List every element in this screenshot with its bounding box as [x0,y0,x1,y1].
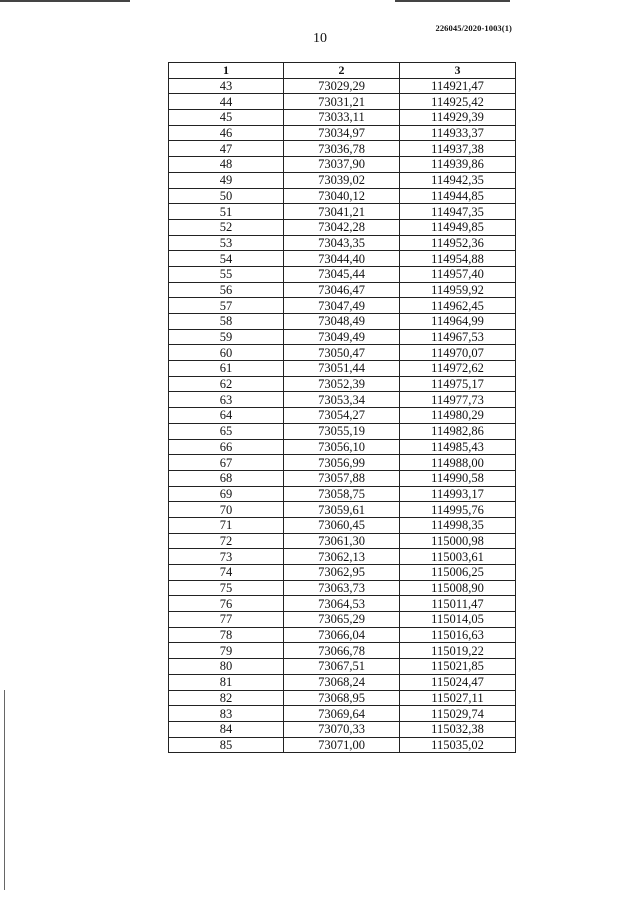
table-cell: 73041,21 [284,204,400,220]
table-cell: 115016,63 [400,627,516,643]
table-row [169,612,516,628]
table-cell: 73053,34 [284,392,400,408]
table-cell: 114988,00 [400,455,516,471]
table-cell: 115003,61 [400,549,516,565]
table-cell: 115024,47 [400,674,516,690]
table-cell: 73043,35 [284,235,400,251]
table-cell: 73049,49 [284,329,400,345]
table-row [169,282,516,298]
table-cell: 114954,88 [400,251,516,267]
table-cell: 66 [169,439,284,455]
table-cell: 50 [169,188,284,204]
table-cell: 73047,49 [284,298,400,314]
column-header: 2 [284,63,400,79]
table-cell: 71 [169,517,284,533]
table-cell: 73054,27 [284,408,400,424]
table-cell: 73045,44 [284,266,400,282]
table-cell: 55 [169,266,284,282]
table-cell: 114964,99 [400,314,516,330]
table-cell: 114985,43 [400,439,516,455]
table-row [169,251,516,267]
table-cell: 73065,29 [284,612,400,628]
table-cell: 77 [169,612,284,628]
table-cell: 73068,95 [284,690,400,706]
table-cell: 53 [169,235,284,251]
table-cell: 114929,39 [400,110,516,126]
column-header: 3 [400,63,516,79]
table-cell: 114998,35 [400,517,516,533]
table-cell: 73055,19 [284,423,400,439]
table-cell: 54 [169,251,284,267]
table-cell: 115014,05 [400,612,516,628]
table-cell: 73066,04 [284,627,400,643]
table-cell: 114925,42 [400,94,516,110]
scan-line-left [0,0,130,2]
table-cell: 114933,37 [400,125,516,141]
table-row [169,690,516,706]
table-row [169,345,516,361]
table-cell: 114975,17 [400,376,516,392]
table-cell: 73048,49 [284,314,400,330]
table-cell: 114921,47 [400,78,516,94]
table-cell: 58 [169,314,284,330]
table-cell: 48 [169,157,284,173]
document-number: 226045/2020-1003(1) [435,23,512,33]
table-cell: 78 [169,627,284,643]
table-header-row [169,63,516,79]
table-cell: 114993,17 [400,486,516,502]
table-row [169,298,516,314]
table-cell: 114967,53 [400,329,516,345]
table-cell: 114970,07 [400,345,516,361]
table-cell: 115008,90 [400,580,516,596]
table-cell: 73056,99 [284,455,400,471]
margin-mark [4,690,5,890]
table-cell: 115011,47 [400,596,516,612]
table-cell: 114952,36 [400,235,516,251]
table-cell: 114977,73 [400,392,516,408]
table-row [169,78,516,94]
table-cell: 75 [169,580,284,596]
table-row [169,517,516,533]
table-cell: 115029,74 [400,706,516,722]
table-cell: 70 [169,502,284,518]
table-cell: 73034,97 [284,125,400,141]
table-cell: 72 [169,533,284,549]
table-cell: 114990,58 [400,470,516,486]
table-cell: 80 [169,659,284,675]
table-cell: 60 [169,345,284,361]
table-cell: 73058,75 [284,486,400,502]
table-row [169,204,516,220]
scan-line-right [395,0,510,2]
table-cell: 115027,11 [400,690,516,706]
table-cell: 74 [169,565,284,581]
table-body [169,78,516,753]
table-cell: 62 [169,376,284,392]
table-cell: 52 [169,219,284,235]
table-cell: 73064,53 [284,596,400,612]
table-cell: 73044,40 [284,251,400,267]
table-cell: 64 [169,408,284,424]
table-row [169,266,516,282]
table-cell: 114944,85 [400,188,516,204]
table-cell: 114937,38 [400,141,516,157]
table-cell: 85 [169,737,284,753]
table-cell: 51 [169,204,284,220]
table-cell: 73029,29 [284,78,400,94]
table-cell: 63 [169,392,284,408]
table-cell: 115006,25 [400,565,516,581]
table-cell: 114947,35 [400,204,516,220]
table-row [169,596,516,612]
table-cell: 47 [169,141,284,157]
table-cell: 79 [169,643,284,659]
table-cell: 45 [169,110,284,126]
table-cell: 114949,85 [400,219,516,235]
table-row [169,674,516,690]
table-cell: 65 [169,423,284,439]
table-cell: 114939,86 [400,157,516,173]
table-row [169,659,516,675]
table-row [169,219,516,235]
table-row [169,392,516,408]
table-row [169,314,516,330]
table-row [169,110,516,126]
table-cell: 73046,47 [284,282,400,298]
table-cell: 115019,22 [400,643,516,659]
table-cell: 43 [169,78,284,94]
table-cell: 73050,47 [284,345,400,361]
table-row [169,470,516,486]
table-cell: 46 [169,125,284,141]
table-cell: 114962,45 [400,298,516,314]
table-row [169,423,516,439]
table-row [169,627,516,643]
table-cell: 67 [169,455,284,471]
table-cell: 73061,30 [284,533,400,549]
table-row [169,706,516,722]
table-cell: 73051,44 [284,361,400,377]
table-row [169,549,516,565]
table-cell: 69 [169,486,284,502]
table-cell: 73060,45 [284,517,400,533]
table-row [169,94,516,110]
table-cell: 59 [169,329,284,345]
table-row [169,565,516,581]
table-cell: 73040,12 [284,188,400,204]
table-cell: 114980,29 [400,408,516,424]
table-row [169,533,516,549]
table-cell: 61 [169,361,284,377]
table-cell: 73033,11 [284,110,400,126]
table-cell: 73037,90 [284,157,400,173]
table-cell: 115035,02 [400,737,516,753]
table-cell: 76 [169,596,284,612]
table-row [169,580,516,596]
page-number: 10 [313,31,327,46]
table-cell: 56 [169,282,284,298]
table-cell: 115000,98 [400,533,516,549]
table-cell: 82 [169,690,284,706]
table-cell: 81 [169,674,284,690]
table-cell: 73036,78 [284,141,400,157]
table-row [169,329,516,345]
table-cell: 115032,38 [400,721,516,737]
table-cell: 73062,95 [284,565,400,581]
table-cell: 73042,28 [284,219,400,235]
table-row [169,376,516,392]
coordinates-table [168,62,516,753]
table-cell: 114995,76 [400,502,516,518]
column-header: 1 [169,63,284,79]
table-cell: 115021,85 [400,659,516,675]
table-row [169,502,516,518]
table-cell: 83 [169,706,284,722]
table-row [169,643,516,659]
table-cell: 73031,21 [284,94,400,110]
table-cell: 73068,24 [284,674,400,690]
table-cell: 44 [169,94,284,110]
table-cell: 73052,39 [284,376,400,392]
table-cell: 73056,10 [284,439,400,455]
table-row [169,361,516,377]
table-row [169,125,516,141]
table-cell: 73070,33 [284,721,400,737]
table-row [169,157,516,173]
table-cell: 57 [169,298,284,314]
table-cell: 73063,73 [284,580,400,596]
table-cell: 73071,00 [284,737,400,753]
table-cell: 73 [169,549,284,565]
table-row [169,455,516,471]
table-row [169,188,516,204]
table-cell: 114982,86 [400,423,516,439]
table-row [169,486,516,502]
table-cell: 73057,88 [284,470,400,486]
table-cell: 73062,13 [284,549,400,565]
table-row [169,141,516,157]
table-cell: 68 [169,470,284,486]
table-cell: 114942,35 [400,172,516,188]
table-row [169,439,516,455]
table-cell: 73067,51 [284,659,400,675]
table-cell: 114959,92 [400,282,516,298]
table-row [169,721,516,737]
table-row [169,408,516,424]
table-cell: 84 [169,721,284,737]
table-cell: 73039,02 [284,172,400,188]
table-row [169,172,516,188]
table-cell: 49 [169,172,284,188]
table-row [169,235,516,251]
table-cell: 73059,61 [284,502,400,518]
table-row [169,737,516,753]
table-cell: 73066,78 [284,643,400,659]
table-cell: 73069,64 [284,706,400,722]
table-cell: 114972,62 [400,361,516,377]
table-cell: 114957,40 [400,266,516,282]
